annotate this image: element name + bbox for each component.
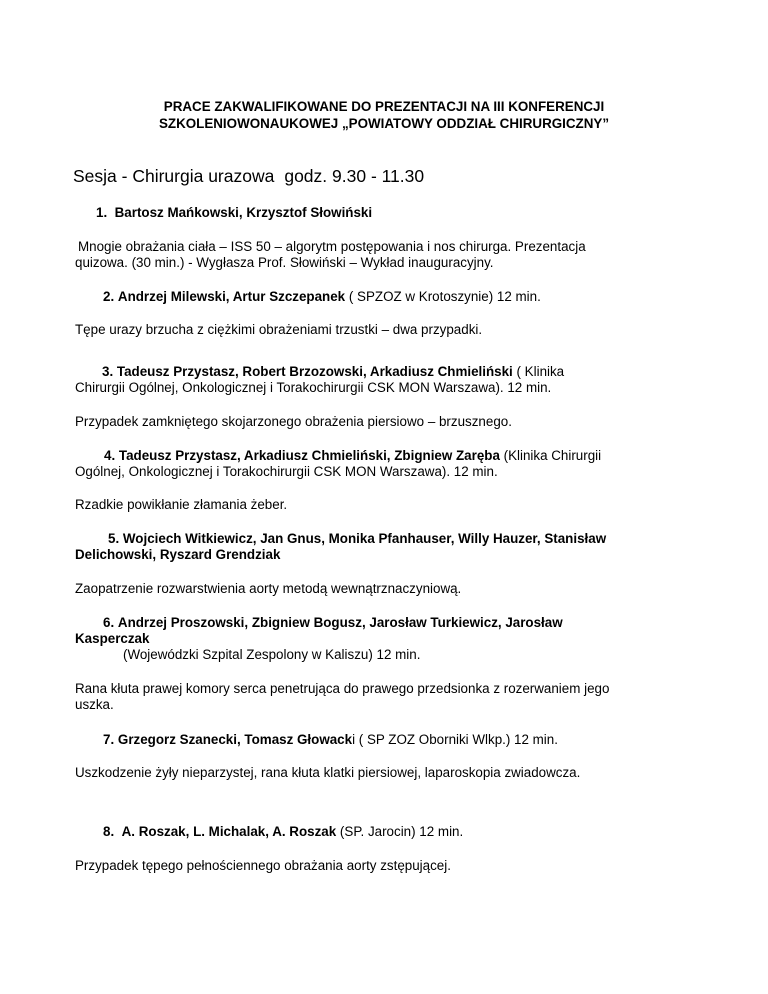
item-6-desc-line-2: uszka. (75, 697, 114, 712)
item-authors: Grzegorz Szanecki, Tomasz Głowack (117, 732, 353, 747)
item-affiliation: (Klinika Chirurgii (499, 448, 602, 463)
item-affiliation: (SP. Jarocin) 12 min. (336, 824, 464, 839)
item-6-authors-line-2: Kasperczak (75, 631, 150, 646)
item-authors-tail: i (352, 732, 356, 747)
item-number: 8. (103, 824, 115, 839)
item-5-header (108, 530, 606, 547)
item-1-header (96, 204, 372, 221)
item-1-desc-line-2: quizowa. (30 min.) - Wygłasza Prof. Słowiński – Wykład inauguracyjny. (75, 255, 494, 270)
document-title-line-2: SZKOLENIOWONAUKOWEJ „POWIATOWY ODDZIAŁ CHIRURGICZNY” (158, 116, 610, 131)
item-6-affiliation: (Wojewódzki Szpital Zespolony w Kaliszu) 12 min. (123, 647, 421, 662)
item-3-header (102, 363, 564, 380)
item-number: 2. (103, 289, 115, 304)
item-affiliation: ( SP ZOZ Oborniki Wlkp.) 12 min. (355, 732, 558, 747)
item-6-desc-line-1: Rana kłuta prawej komory serca penetrująca do prawego przedsionka z rozerwaniem jego (75, 681, 610, 696)
item-number: 5. (108, 531, 120, 546)
item-6-header (103, 614, 563, 631)
item-7-header (103, 731, 558, 748)
item-8-desc: Przypadek tępego pełnościennego obrażania aorty zstępującej. (75, 858, 451, 873)
item-affiliation: ( Klinika (512, 364, 565, 379)
item-8-header (103, 823, 463, 840)
item-5-authors-line-2: Delichowski, Ryszard Grendziak (75, 547, 281, 562)
item-authors: Wojciech Witkiewicz, Jan Gnus, Monika Pfanhauser, Willy Hauzer, Stanisław (122, 531, 607, 546)
session-heading (73, 165, 424, 187)
session-time: godz. 9.30 - 11.30 (284, 166, 425, 186)
item-2-desc: Tępe urazy brzucha z ciężkimi obrażeniami trzustki – dwa przypadki. (75, 322, 483, 337)
item-number: 6. (103, 615, 115, 630)
item-7-desc: Uszkodzenie żyły nieparzystej, rana kłuta klatki piersiowej, laparoskopia zwiadowcza. (75, 765, 581, 780)
item-number: 1. (96, 205, 108, 220)
item-authors: Tadeusz Przystasz, Arkadiusz Chmieliński, Zbigniew Zaręba (118, 448, 500, 463)
item-4-affiliation-line-2: Ogólnej, Onkologicznej i Torakochirurgii CSK MON Warszawa). 12 min. (75, 464, 498, 479)
item-authors: Bartosz Mańkowski, Krzysztof Słowiński (114, 205, 373, 220)
item-number: 7. (103, 732, 115, 747)
item-5-desc: Zaopatrzenie rozwarstwienia aorty metodą wewnątrznaczyniową. (75, 581, 462, 596)
item-3-affiliation-line-2: Chirurgii Ogólnej, Onkologicznej i Torakochirurgii CSK MON Warszawa). 12 min. (75, 380, 552, 395)
item-4-desc: Rzadkie powikłanie złamania żeber. (75, 497, 288, 512)
document-title-line-1: PRACE ZAKWALIFIKOWANE DO PREZENTACJI NA III KONFERENCJI (163, 99, 605, 114)
item-4-header (104, 447, 601, 464)
item-2-header (103, 288, 541, 305)
item-authors: Tadeusz Przystasz, Robert Brzozowski, Arkadiusz Chmieliński (116, 364, 513, 379)
item-number: 4. (104, 448, 116, 463)
item-authors: A. Roszak, L. Michalak, A. Roszak (121, 824, 337, 839)
item-affiliation: ( SPZOZ w Krotoszynie) 12 min. (345, 289, 541, 304)
item-authors: Andrzej Proszowski, Zbigniew Bogusz, Jarosław Turkiewicz, Jarosław (117, 615, 563, 630)
item-1-desc-line-1: Mnogie obrażania ciała – ISS 50 – algorytm postępowania i nos chirurga. Prezentacja (78, 239, 586, 254)
item-authors: Andrzej Milewski, Artur Szczepanek (117, 289, 346, 304)
item-3-desc: Przypadek zamkniętego skojarzonego obrażenia piersiowo – brzusznego. (75, 414, 512, 429)
item-number: 3. (102, 364, 114, 379)
session-name: Sesja - Chirurgia urazowa (73, 166, 275, 186)
